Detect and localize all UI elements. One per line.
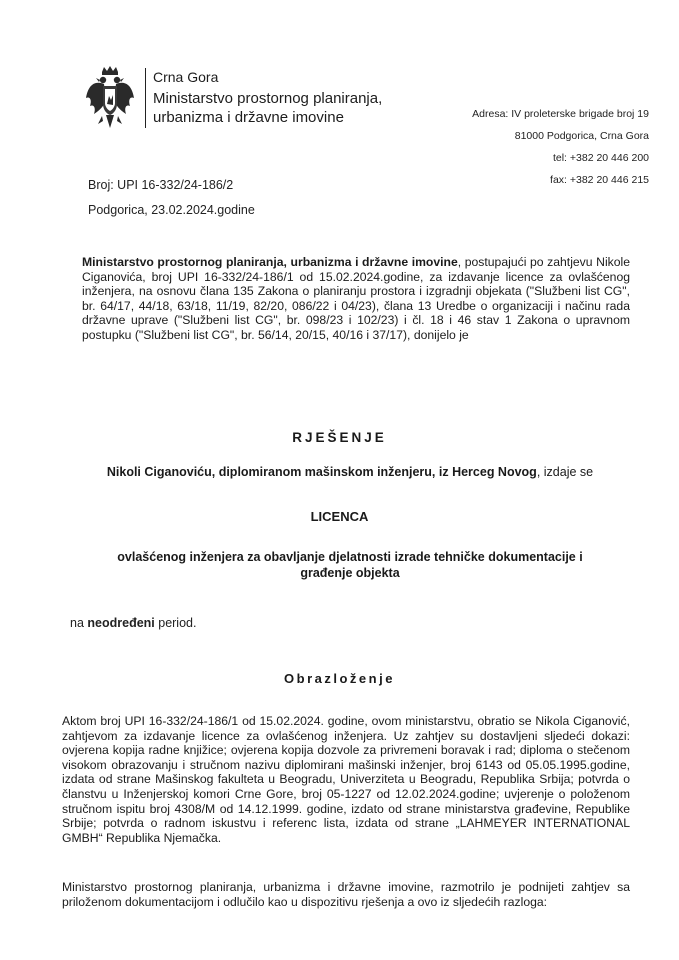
intro-lead: Ministarstvo prostornog planiranja, urbanizma i državne imovine <box>82 255 458 269</box>
document-number: Broj: UPI 16-332/24-186/2 <box>88 178 234 192</box>
city: 81000 Podgorica, Crna Gora <box>514 130 649 142</box>
country-name: Crna Gora <box>153 69 219 85</box>
reasoning-paragraph-2: Ministarstvo prostornog planiranja, urbanizma i državne imovine, razmotrilo je podnijeti zahtjev sa priloženom dokumentacijom i odlučilo kao u dispozitivu rješenja a ovo iz sljedećih razloga: <box>62 880 630 909</box>
header-divider <box>145 68 146 128</box>
recipient-text: , izdaje se <box>536 465 594 479</box>
ministry-name-line1: Ministarstvo prostornog planiranja, <box>153 90 383 107</box>
period-pre: na <box>70 616 88 630</box>
address: Adresa: IV proleterske brigade broj 19 <box>472 108 649 120</box>
contact-block <box>472 103 649 191</box>
coat-of-arms-icon <box>84 66 136 132</box>
license-description-line1: ovlašćenog inženjera za obavljanje djelatnosti izrade tehničke dokumentacije i <box>117 550 583 564</box>
recipient-line <box>50 464 650 480</box>
intro-paragraph <box>82 255 630 343</box>
reasoning-paragraph-1: Aktom broj UPI 16-332/24-186/1 od 15.02.2024. godine, ovom ministarstvu, obratio se Nikola Ciganović, zahtjevom za izdavanje licence za ovlašćenog inženjera. Uz zahtjev su dostavljeni sljedeći dokazi: ovjerena kopija radne knjižice; ovjerena kopija dozvole za privremeni boravak i rad; diploma o stečenom visokom obrazovanju i stručnom nazivu diplomirani mašinski inženjer, broj 6143 od 05.05.1995.godine, izdata od strane Mašinskog fakulteta u Beogradu, Univerziteta u Beogradu, Republika Srbija; potvrda o članstvu u Inženjerskoj komori Crne Gore, broj 05-1227 od 12.02.2024.godine; uvjerenje o položenom stručnom ispitu broj 4308/M od 14.12.1999. godine, izdato od strane ministarstva građevine, Republike Srbije; potvrda o radnom iskustvu i referenc lista, izdata od strane „LAHMEYER INTERNATIONAL GMBH“ Republika Njemačka. <box>62 714 630 845</box>
decision-title: RJEŠENJE <box>292 430 387 445</box>
license-description-line2: građenje objekta <box>300 566 400 580</box>
period-bold: neodređeni <box>87 616 155 630</box>
institution-block <box>153 68 382 127</box>
recipient-name: Nikoli Ciganoviću, diplomiranom mašinskom inženjeru, iz Herceg Novog <box>106 465 537 479</box>
telephone: tel: +382 20 446 200 <box>552 152 649 164</box>
intro-text: , postupajući po zahtjevu Nikole Ciganovića, broj UPI 16-332/24-186/1 od 15.02.2024.godine, za izdavanje licence za ovlašćenog inženjera, na osnovu člana 135 Zakona o planiranju prostora i izgradnji objekata ("Službeni list CG", br. 64/17, 44/18, 63/18, 11/19, 82/20, 086/22 i 04/23), člana 13 Uredbe o organizaciji i načinu rada državne uprave ("Službeni list CG", br. 098/23 i 102/23) i čl. 18 i 46 stav 1 Zakona o upravnom postupku ("Službeni list CG", br. 56/14, 20/15, 40/16 i 37/17), donijelo je <box>82 255 631 342</box>
fax: fax: +382 20 446 215 <box>550 174 649 186</box>
reasoning-title: Obrazloženje <box>284 671 395 686</box>
period-post: period. <box>154 616 197 630</box>
period-line <box>70 616 196 630</box>
license-description <box>60 549 640 581</box>
ministry-name-line2: urbanizma i državne imovine <box>153 109 344 126</box>
place-date: Podgorica, 23.02.2024.godine <box>88 203 255 217</box>
license-title: LICENCA <box>310 509 369 524</box>
